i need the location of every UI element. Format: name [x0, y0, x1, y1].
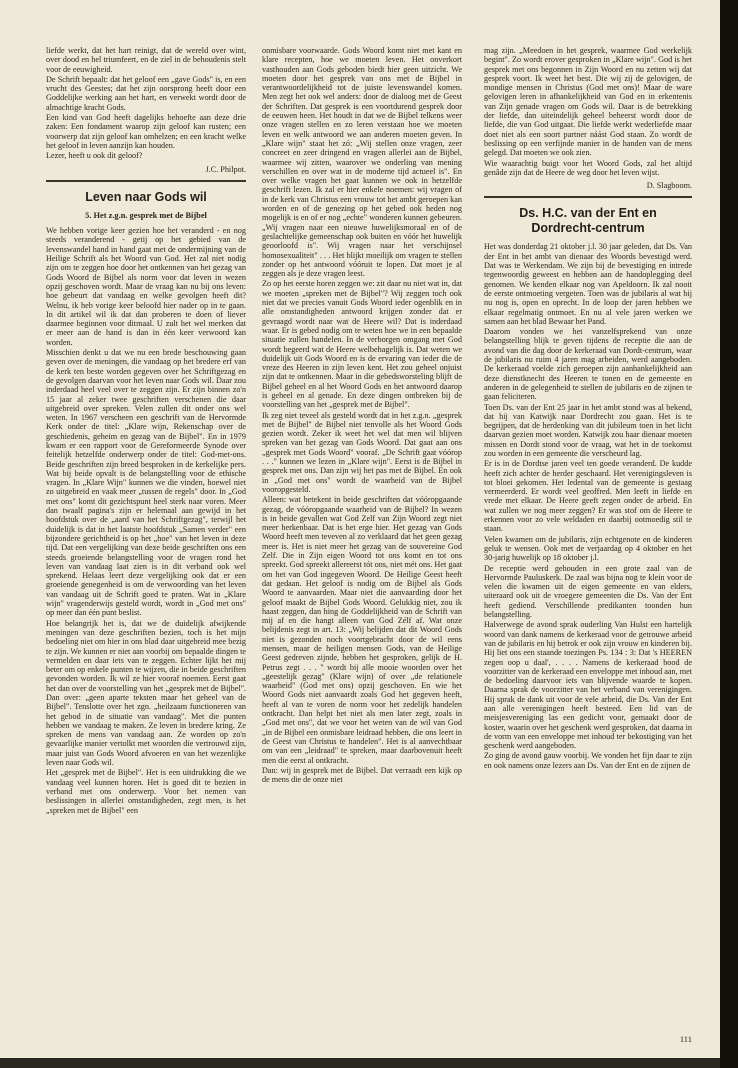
section-divider — [46, 180, 246, 182]
paragraph: Misschien denkt u dat we nu een brede beschouwing gaan geven over de meningen, die vandaag op het bredere erf van de kerk ten beste worden gegeven over het Schriftgezag en de gevolgen daarvan voor het leven naar Gods wil. Daar zou inderdaad heel veel over te zeggen zijn. Er zijn binnen zo'n 15 jaar al zeker twee geschriften verschenen die daar uitgebreid over spreken. Velen zullen dit onder ons wel weten. In 1967 verscheen een geschrift van de Hervormde Kerk onder de titel: „Klare wijn, Rekenschap over de geschiedenis, geheim en gezag van de Bijbel". En in 1979 kwam er een rapport voor de Gereformeerde Synode over feitelijk hetzelfde onderwerp onder de titel: God-met-ons. Beide geschriften zijn breed besproken in de kerkelijke pers. Wat bij beide opvalt is de belangstelling voor de ethische vragen. In „Klare Wijn" kunnen we die vinden, hoewel niet zo uitgebreid en vaak meer „tussen de regels" door. In „God met ons" komt dit gezichtspunt heel sterk naar voren. Meer dan twaalf pagina's zijn er helemaal aan gewijd in het hoofdstuk over de „aard van het Schriftgezag", terwijl het duidelijk is dat in het laatste hoofdstuk „Samen verder" een bijzondere gerichtheid is op het „hoe" van het leven in deze tijd. Dat een vergelijking van deze beide geschriften ons een steeds groeiende belangstelling voor de vragen rond het leven van vandaag laat zien is in dit verband ook wel sprekend. Helaas leert deze vergelijking ook dat er een groeiende genegenheid is om de verwoording van het leven van vandaag uit de Schrift goed te praten. Wat in „Klare wijn" vragenderwijs gesteld wordt, wordt in „God met ons" op meer dan één punt beslist. — [46, 348, 246, 618]
author-signature: J.C. Philpot. — [205, 164, 246, 174]
book-spine — [720, 0, 738, 1068]
author-signature: D. Slagboom. — [646, 181, 692, 191]
paragraph: Ik zeg niet teveel als gesteld wordt dat in het z.g.n. „gesprek met de Bijbel" de Bijbel niet tenvolle als het Woord Gods gezien wordt. Zeker ik weet het wel dat men wil blijven spreken van het gezag van Gods Woord. Dat gaat aan ons „gesprek met Gods Woord" vooraf. „De Schrift gaat vóórop . . ." kunnen we lezen in „Klare wijn". Eerst is de Bijbel in gesprek met ons. Dan zijn wij het pas met de Bijbel. En ook in „God met ons" wordt de waarheid van de Bijbel vooropgesteld. — [262, 410, 462, 494]
paragraph: Dan: wij in gesprek met de Bijbel. Dat verraadt een kijk op de mens die de onze niet — [262, 765, 462, 785]
article-heading: Leven naar Gods wil — [85, 189, 207, 204]
paragraph: Hoe belangrijk het is, dat we de duidelijk afwijkende meningen van deze geschriften bezien, toch is het mijn bedoeling niet om hier in ons blad daar uitgebreid mee bezig te zijn. We kunnen er niet aan voorbij om bepaalde dingen te vermelden en daar iets van te zeggen. Echter lijkt het mij beter om op enkele punten te wijzen, die in beide geschriften gevonden worden. Ik wil ze hier vooraf noemen. Eerst gaat het dan over de voorstelling van het „gesprek met de Bijbel". Dan over: „geen aparte teksten maar het geheel van de Bijbel". Tenslotte over het zgn. „heilzaam functioneren van het gebod in de situatie van vandaag". Met die punten hebben we vandaag te maken. Ze leven in bredere kring. Ze spreken de mens van vandaag aan. Ze worden op zo'n gevaarlijke manier vertolkt met woorden die vertrouwd zijn, maar juist van Gods Woord afvoeren en van het wezenlijke leven naar Gods wil. — [46, 618, 246, 768]
paragraph: onmisbare voorwaarde. Gods Woord komt niet met kant en klare recepten, hoe we moeten leven. Het onverkort vasthouden aan Gods geboden biedt hier geen uitzicht. We moeten door het gesprek van ons met de Bijbel in verantwoordelijkheid tot de juiste levenswandel komen. Men zegt het ook wel anders: door de dialoog met de Geest der Schriften. Dat gesprek is een voortdurend gesprek door de eeuwen heen. Het houdt in dat we de Bijbel telkens weer onze vragen stellen en zo leren verstaan hoe we moeten leven en welk antwoord we aan anderen moeten geven. In „Klare wijn" staat het zó: „Wij stellen onze vragen, zeer concreet en zeer dringend en vragen allerlei aan de Bijbel, waarmee wij zitten, waarover we onderling van mening verschillen en over wat in de moderne tijd actueel is". En over welke vragen het gaat kunnen we ook in hetzelfde geschrift lezen. Ik zal er hier enkele noemen: wij vragen of in de kerk van Christus een vrouw tot het ambt geroepen kan worden en of de genezing op het gebed ook heden nog mogelijk is en of er nog „echte" wonderen kunnen gebeuren. „Wij vragen naar een nieuwe huwelijksmoraal en of de geslachtelijke gemeenschap ook buiten en vóór het huwelijk geoorloofd is". Wij vragen naar het verschijnsel homosexualiteit" . . . Het blijkt moeilijk om vragen te stellen zonder op het antwoord vóóruit te lopen. Dat moet je al zeggen als je deze vragen leest. — [262, 46, 462, 279]
paragraph: mag zijn. „Meedoen in het gesprek, waarmee God werkelijk begint". Zo wordt erover gesproken in „Klare wijn". God is het gesprek met ons begonnen in Zijn Woord en nu zetten wij dat gesprek voort. Ik weet het best. Die wij zij de gelovigen, de mondige mensen in Christus (God met ons)! Maar de ware gelovigen leren in afhankelijkheid van God en in erkentenis van Zijn genade vragen om Gods wil. Daar is de betrekking der liefde, dan uiteindelijk geheel beheerst wordt door de liefde, die van God uitgaat. Die liefde werkt wederliefde maar doet niet als een soort partner náást God staan. Zo wordt de beslissing op een verfijnde manier in de handen van de mens gelegd. Dat moeten we ook zien. — [484, 46, 692, 158]
paragraph: Het „gesprek met de Bijbel". Het is een uitdrukking die we vandaag veel kunnen horen. Het is goed dit te bezien in verband met ons onderwerp. Voor het nemen van beslissingen in allerlei omstandigheden, zegt men, is het „spreken met de Bijbel" een — [46, 768, 246, 815]
paragraph: Velen kwamen om de jubilaris, zijn echtgenote en de kinderen geluk te wensen. Ook met de verjaardag op 4 oktober en het 30-jarig huwelijk op 18 oktober j.l. — [484, 534, 692, 563]
paragraph: Lezer, heeft u ook dit geloof? — [46, 151, 143, 161]
paragraph: Halverwege de avond sprak ouderling Van Hulst een hartelijk woord van dank namens de kerkeraad voor de getrouwe arbeid van de jubilaris en hij betrok er ook zijn vrouw en kinderen bij. Hij liet ons een staande toezingen Ps. 134 : 3: Dat 's HEEREN zegen oop u daal', . . . . Namens de kerkeraad bood de voorzitter van de kerkeraad een enveloppe met inhoud aan, met de bedoeling daarvoor iets van blijvende waarde te kopen. Daarna sprak de voorzitter van het verband van verenigingen. Hij sprak de dank uit voor de vele arbeid, die Ds. Van der Ent aan alle verenigingen heeft besteed. Een lid van de meisjesvereniging las een gedicht voor, gemaakt door de koster, waarin over het geschenk werd gesproken, dat daarna in de vorm van een enveloppe met inhoud ter bekostiging van het geschenk werd aangeboden. — [484, 620, 692, 751]
column-left — [46, 46, 246, 1046]
paragraph: Wie waarachtig buigt voor het Woord Gods, zal het altijd genâde zijn dat de Heere de weg door het leven wijst. — [484, 158, 692, 177]
article-heading-line: Ds. H.C. van der Ent en — [519, 206, 657, 221]
column-middle — [262, 46, 462, 1046]
paragraph: Het was donderdag 21 oktober j.l. 30 jaar geleden, dat Ds. Van der Ent in het ambt van dienaar des Woords bevestigd werd. Dat was te Werkendam. We zijn bij de bevestiging en intrede tegenwoordig geweest en hebben aan de handoplegging deel genomen. We kenden elkaar nog van Apeldoorn. Ik zal nooit de eerste ontmoeting vergeten. Toen was de jubilaris al wat bij nu nog is, open en oprecht. In de loop der jaren hebben we elkaar regelmatig ontmoet. En nu al vele jaren werken we samen aan het blad Bewaar het Pand. — [484, 242, 692, 326]
paragraph: Er is in de Dordtse jaren veel ten goede veranderd. De kudde heeft zich achter de herder geschaard. Het verenigingsleven is tot bloei gekomen. Het ledental van de gemeente is gestaag vermeerderd. Er wordt veel geoffred. Men leeft in liefde en vrede met elkaar. De Heere geeft zegen onder de arbeid. En wat zullen we nog meer zeggen? Er was stof om de Heere te erkennen voor zo vele weldaden en daarbij ootmoedig stil te staan. — [484, 459, 692, 534]
section-divider — [484, 196, 692, 198]
paragraph: Alleen: wat betekent in beide geschriften dat vóóropgaande gezag, de vóóropgaande waarheid van de Bijbel? In wezen is in beide gevallen wat God Zelf van Zijn Woord zegt niet meer herkenbaar. Dat is het erge hier. Het gezag van Gods Woord heeft men teveven al zo verklaard dat het geen gezag meer is. Het is niet meer het gezag van de souvereine God Zelf. Die in Zijn eigen Woord tot ons komt en tot ons spreekt. God spreekt allereerst tót ons, niet mét ons. Het gaat om het van God ingegeven Woord. De Heilige Geest heeft dat gedaan. Het geloof is nodig om de Bijbel als Gods Woord te aanvaarden. Maar niet die aanvaarding door het geloof maakt de Bijbel Gods Woord. Gelukkig niet, zou ik haast zeggen, dan hing de Goddelijkheid van de Schrift van mij af en die hangt alleen van God Zélf af. Wat onze belijdenis zegt in art. 13: „Wij belijden dat dit Woord Gods niet is gezonden noch voortgebracht door de wil eens mensen, maar de heiligen mensen Gods, van de Heilige Geest gedreven zijnde, hebben het gesproken, gelijk de H. Petrus zegt . . . " wordt bij alle mooie woorden over het „geestelijk gezag" (Klare wijn) of over „de relationele waarheid" (God met ons) opzij geschoven. En wie het Woord Gods niet aanvaardt zoals God het gegeven heeft, heeft al van te voren de norm voor het zedelijk handelen ontkracht. Dan helpt het niet als men later zegt, zoals in „God met ons", dat we voor het weten van de wil van God „in de Bijbel een onmisbare leidraad hebben, die ons leert in de Geest van Christus te handelen". Het is al aanvechtbaar om van een „leidraad" te spreken, maar daarbovenuit heeft men die eerst al ontkracht. — [262, 495, 462, 765]
page-bottom-edge — [0, 1058, 720, 1068]
column-right — [484, 46, 692, 1046]
paragraph: liefde werkt, dat het hart reinigt, dat de wereld over wint, over dood en hel triumfeert, en de ziel in de behoudenis stelt voor de eeuwigheid. — [46, 46, 246, 74]
paragraph: Zo ging de avond gauw voorbij. We vonden het fijn daar te zijn en ook namens onze lezers aan Ds. Van der Ent en de zijnen de — [484, 751, 692, 770]
paragraph: De Schrift bepaalt: dat het geloof een „gave Gods" is, en een vrucht des Geestes; dat het zijn oorsprong heeft door een Goddelijke werking aan het hart, en verwekt wordt door de almachtige kracht Gods. — [46, 74, 246, 112]
paragraph: Toen Ds. van der Ent 25 jaar in het ambt stond was al bekend, dat hij van Katwijk naar Dordrecht zou gaan. Het is te begrijpen, dat de herdenking van dit jubileum toen in het licht daarvan gezien moet worden. Katwijk zou haar dienaar moeten missen en Dordt stond voor de vraag, wat het in de toekomst zou worden in een gemeente die verscheurd lag. — [484, 402, 692, 458]
paragraph: We hebben vorige keer gezien hoe het veranderd - en nog steeds veranderend - getij op het gebied van de levenswandel hand in hand gaat met de ondermijning van de Heilige Schrift als het Woord van God. Het zal niet nodig zijn om te zeggen hoe door het ontkennen van het gezag van Gods Woord de Bijbel als norm voor dat leven in wezen opzij geschoven wordt. Maar de vraag kan nu bij ons leven: hoe gebeurt dat vandaag en welke gevolgen heeft dit? Welnu, ik heb vorige keer beloofd hier nader op in te gaan. In dit artikel wil ik dat dan proberen te doen of liever daarmee beginnen voor ditmaal. U zult het wel merken dat er meer aan de hand is dan in één keer verwoord kan worden. — [46, 226, 246, 347]
paragraph: Daarom vonden we het vanzelfsprekend van onze belangstelling blijk te geven tijdens de receptie die aan de avond van die dag door de kerkeraad van Dordt-centrum, waar de jubilaris nu ruim 4 jaren mag arbeiden, werd aangeboden. De kerkeraad voelde zich geroepen zijn aanhankelijkheid aan deze dienstknecht des Heeren te tonen en de gemeente en anderen in de gelegenheid te stellen de jubilaris en de zijnen te gaan feliciteren. — [484, 327, 692, 402]
article-heading-line: Dordrecht-centrum — [531, 221, 645, 236]
page-number: 111 — [679, 1034, 692, 1044]
article-subheading: 5. Het z.g.n. gesprek met de Bijbel — [85, 210, 207, 220]
paragraph: Zo op het eerste horen zeggen we: zit daar nu niet wat in, dat we moeten „spreken met de Bijbel"? Wij zeggen toch ook niet dat we precies vanuit Gods Woord ieder ogenblik en in alle omstandigheden antwoord krijgen zonder dat er gevraagd wordt naar wat de Heere wil? Dat is inderdaad waar. Er is gebed nodig om te weten hoe we in een bepaalde situatie zullen handelen. In de verborgen omgang met God wordt begeerd wat de Heere welbehagelijk is. Dat weten we duidelijk uit Gods Woord en is de ervaring van ieder die de vreze des Heeren in zijn leven kent. Het zou geheel onjuist zijn dat te ontkennen. Maar in die gebedsworsteling blijft de Bijbel geheel en al het Woord Gods en het antwoord daarop is geheel en al genade. En deze dingen ontbreken bij de voorstelling van het „gesprek met de Bijbel". — [262, 279, 462, 410]
paragraph: Een kind van God heeft dagelijks behoefte aan deze drie zaken: Een fondament waarop zijn geloof kan rusten; een voorwerp dat zijn geloof kan omhelzen; en een kracht welke het geloof in leven aanzijn kan houden. — [46, 113, 246, 150]
article-heading — [484, 206, 692, 236]
paragraph: De receptie werd gehouden in een grote zaal van de Hervormde Pauluskerk. De zaal was bijna nog te klein voor de velen die kwamen uit de eigen gemeente en van elders, uiteraard ook uit de vroegere gemeenten die Ds. Van der Ent heeft gediend. Verschillende predikanten toonden hun belangstelling. — [484, 563, 692, 620]
